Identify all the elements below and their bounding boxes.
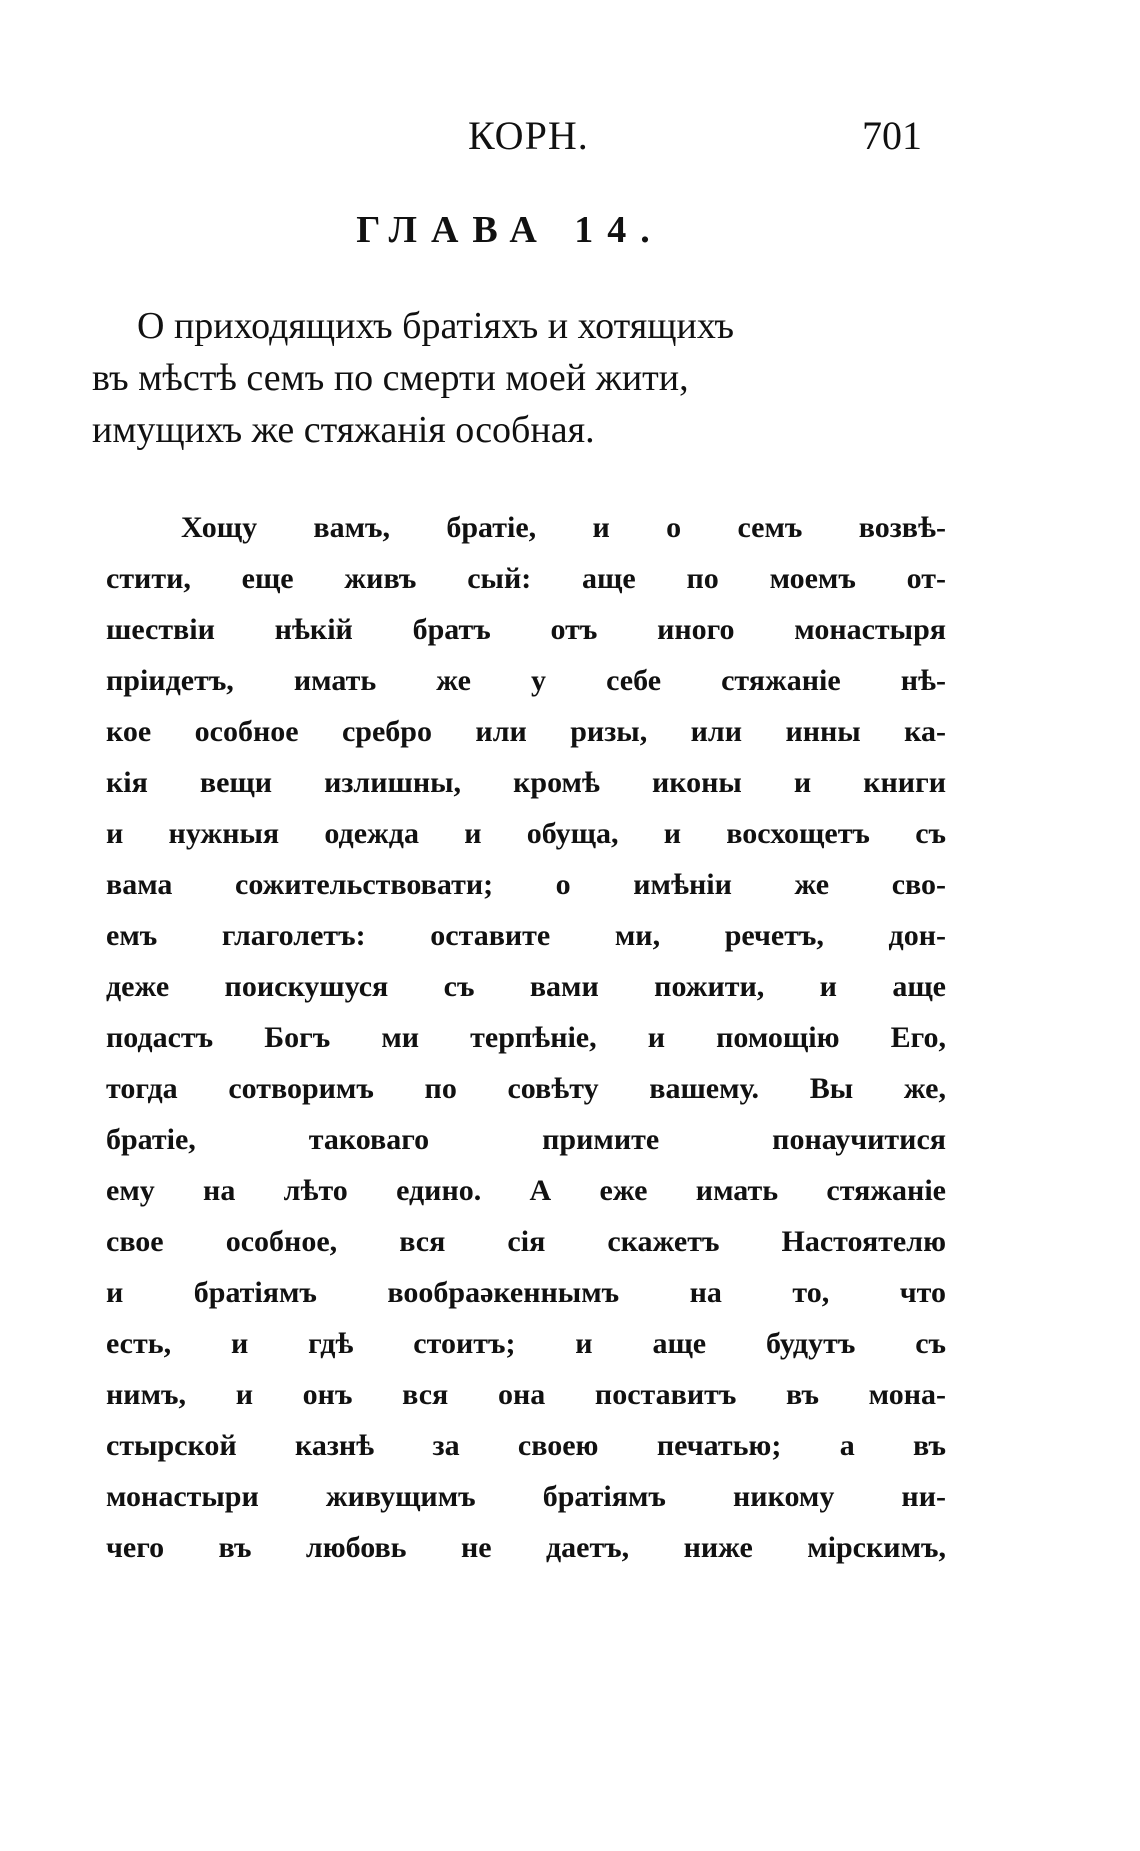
text-line: есть, и гдѣ стоитъ; и аще будутъ съ [106,1327,946,1360]
chapter-title-line: О приходящихъ братіяхъ и хотящихъ [137,305,735,347]
chapter-heading [0,208,1140,252]
text-line: чего въ любовь не даетъ, ниже мірскимъ, [106,1531,946,1564]
text-line: и нужныя одежда и обуща, и восхощетъ съ [106,817,946,850]
text-line: вама сожительствовати; о имѣніи же сво- [106,868,946,901]
text-line: пріидетъ, имать же у себе стяжаніе нѣ- [106,664,946,697]
page-number: 701 [862,113,922,158]
chapter-title [92,300,948,456]
text-line: деже поискушуся съ вами пожити, и аще [106,970,946,1003]
text-line: кое особное сребро или ризы, или инны ка- [106,715,946,748]
text-line: свое особное, вся сія скажетъ Настоятелю [106,1225,946,1258]
text-line: шествіи нѣкій братъ отъ иного монастыря [106,613,946,646]
running-title: КОРН. [468,113,589,158]
text-line: кія вещи излишны, кромѣ иконы и книги [106,766,946,799]
text-line: и братіямъ вообраәкеннымъ на то, что [106,1276,946,1309]
text-line: подастъ Богъ ми терпѣніе, и помощію Его, [106,1021,946,1054]
text-line: ему на лѣто едино. А еже имать стяжаніе [106,1174,946,1207]
text-line: стити, еще живъ сый: аще по моемъ от- [106,562,946,595]
text-line: монастыри живущимъ братіямъ никому ни- [106,1480,946,1513]
text-line: Хощу вамъ, братіе, и о семъ возвѣ- [181,511,946,544]
running-head [0,112,1140,172]
chapter-heading-text: ГЛАВА 14. [356,209,664,251]
chapter-title-line: въ мѣстѣ семъ по смерти моей жити, [92,357,689,399]
chapter-title-line: имущихъ же стяжанія особная. [92,409,595,451]
text-line: тогда сотворимъ по совѣту вашему. Вы же, [106,1072,946,1105]
text-line: нимъ, и онъ вся она поставитъ въ мона- [106,1378,946,1411]
text-line: братіе, таковаго примите понаучитися [106,1123,946,1156]
text-line: емъ глаголетъ: оставите ми, речетъ, дон- [106,919,946,952]
body-text [106,502,946,1573]
text-line: стырской казнѣ за своею печатью; а въ [106,1429,946,1462]
